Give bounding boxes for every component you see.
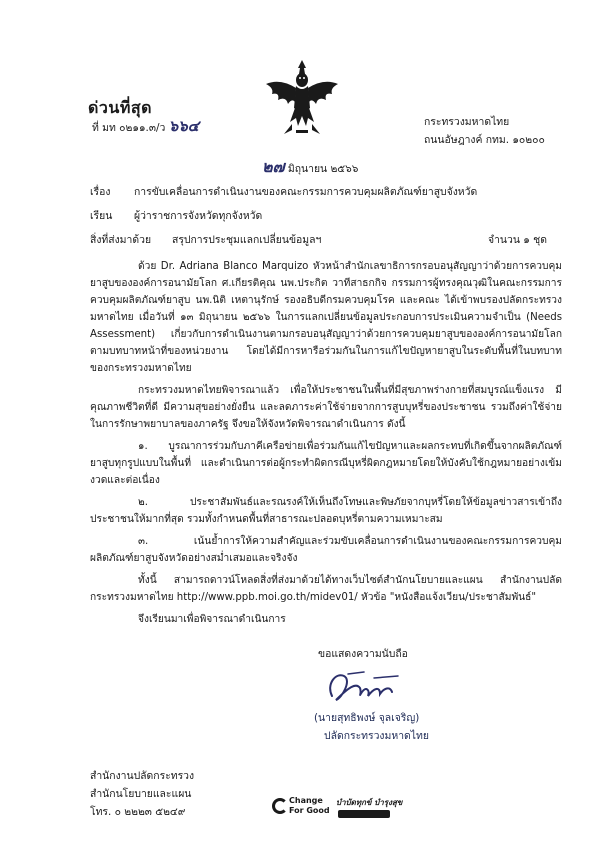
issuer-address: ถนนอัษฎางค์ กทม. ๑๐๒๐๐ (424, 134, 545, 146)
enclosure-text: สรุปการประชุมแลกเปลี่ยนข้อมูลฯ (172, 234, 322, 246)
subject-label: เรื่อง (90, 186, 111, 198)
issuer: กระทรวงมหาดไทย (424, 116, 510, 128)
date-month-year: มิถุนายน ๒๕๖๖ (287, 163, 359, 175)
change-logo-line1: Change (289, 796, 323, 805)
urgency-label: ด่วนที่สุด (88, 98, 153, 117)
body-paragraph-note: ทั้งนี้ สามารถดาวน์โหลดสิ่งที่ส่งมาด้วยได้ทางเว็บไซต์สำนักนโยบายและแผน สำนักงานปลัดกระทรวงมหาดไทย http://www.ppb.moi.go.th/midev01/ หัวข้อ "หนังสือแจ้งเวียน/ประชาสัมพันธ์" (90, 575, 562, 603)
handwritten-signature-icon (318, 666, 414, 706)
body-item-2: ๒. ประชาสัมพันธ์และรณรงค์ให้เห็นถึงโทษและพิษภัยจากบุหรี่โดยให้ข้อมูลข่าวสารเข้าถึงประชาชนให้มากที่สุด รวมทั้งกำหนดพื้นที่สาธารณะปลอดบุหรี่ตามความเหมาะสม (90, 497, 562, 525)
recipient-label: เรียน (90, 210, 113, 222)
ministry-slogan-logo (336, 796, 403, 820)
letter-body (90, 258, 562, 633)
body-closing: จึงเรียนมาเพื่อพิจารณาดำเนินการ (138, 614, 286, 625)
document-number-prefix: ที่ มท ๐๒๑๑.๓/ว (92, 122, 166, 134)
date-day-handwritten: ๒๗ (262, 157, 285, 176)
document-date (262, 157, 359, 176)
enclosure-label: สิ่งที่ส่งมาด้วย (90, 234, 152, 246)
subject-text: การขับเคลื่อนการดำเนินงานของคณะกรรมการควบคุมผลิตภัณฑ์ยาสูบจังหวัด (134, 186, 478, 198)
footer-phone: โทร. ๐ ๒๒๒๓ ๕๒๔๙ (90, 806, 186, 818)
body-item-3: ๓. เน้นย้ำการให้ความสำคัญและร่วมขับเคลื่อนการดำเนินงานของคณะกรรมการควบคุมผลิตภัณฑ์ยาสูบจังหวัดอย่างสม่ำเสมอและจริงจัง (90, 536, 562, 564)
footer-office-2: สำนักนโยบายและแผน (90, 788, 192, 800)
body-item-1: ๑. บูรณาการร่วมกับภาคีเครือข่ายเพื่อร่วมกันแก้ไขปัญหาและผลกระทบที่เกิดขึ้นจากผลิตภัณฑ์ยาสูบทุกรูปแบบในพื้นที่ และดำเนินการต่อผู้กระทำผิดกรณีบุหรี่ผิดกฎหมายโดยให้บังคับใช้กฎหมายอย่างเข้มงวดและต่อเนื่อง (90, 441, 562, 486)
change-for-good-logo (272, 794, 330, 824)
body-paragraph-2: กระทรวงมหาดไทยพิจารณาแล้ว เพื่อให้ประชาชนในพื้นที่มีสุขภาพร่างกายที่สมบูรณ์แข็งแรง มีคุณภาพชีวิตที่ดี มีความสุขอย่างยั่งยืน และลดภาระค่าใช้จ่ายจากการสูบบุหรี่ของประชาชน รวมถึงค่าใช้จ่ายในการรักษาพยาบาลของภาครัฐ จึงขอให้จังหวัดพิจารณาดำเนินการ ดังนี้ (90, 385, 562, 430)
document-number (92, 117, 199, 135)
garuda-emblem-icon (262, 56, 342, 140)
signatory-position: ปลัดกระทรวงมหาดไทย (324, 730, 429, 742)
slogan-banner-icon (338, 810, 390, 818)
signatory-name: (นายสุทธิพงษ์ จุลเจริญ) (314, 712, 420, 724)
regards: ขอแสดงความนับถือ (318, 648, 408, 660)
footer-office-1: สำนักงานปลัดกระทรวง (90, 770, 195, 782)
document-number-handwritten: ๖๖๔ (168, 117, 199, 135)
enclosure-quantity: จำนวน ๑ ชุด (488, 234, 547, 246)
slogan-text: บำบัดทุกข์ บำรุงสุข (336, 798, 403, 807)
body-paragraph-1: ด้วย Dr. Adriana Blanco Marquizo หัวหน้าสำนักเลขาธิการกรอบอนุสัญญาว่าด้วยการควบคุมยาสูบขององค์การอนามัยโลก ศ.เกียรติคุณ นพ.ประกิต วาทีสาธกกิจ กรรมการผู้ทรงคุณวุฒิในคณะกรรมการควบคุมผลิตภัณฑ์ยาสูบ นพ.นิติ เหตานุรักษ์ รองอธิบดีกรมควบคุมโรค และคณะ ได้เข้าพบรองปลัดกระทรวงมหาดไทย เมื่อวันที่ ๑๓ มิถุนายน ๒๕๖๖ ในการแลกเปลี่ยนข้อมูลประกอบการประเมินความจำเป็น (Needs Assessment) เกี่ยวกับการดำเนินงานตามกรอบอนุสัญญาว่าด้วยการควบคุมยาสูบขององค์การอนามัยโลก ตามบทบาทหน้าที่ของหน่วยงาน โดยได้มีการหารือร่วมกันในการแก้ไขปัญหายาสูบในระดับพื้นที่ในบทบาทของกระทรวงมหาดไทย (90, 261, 562, 374)
recipient-text: ผู้ว่าราชการจังหวัดทุกจังหวัด (134, 210, 263, 222)
change-logo-mark-icon (272, 798, 288, 814)
change-logo-line2: For Good (289, 806, 330, 815)
